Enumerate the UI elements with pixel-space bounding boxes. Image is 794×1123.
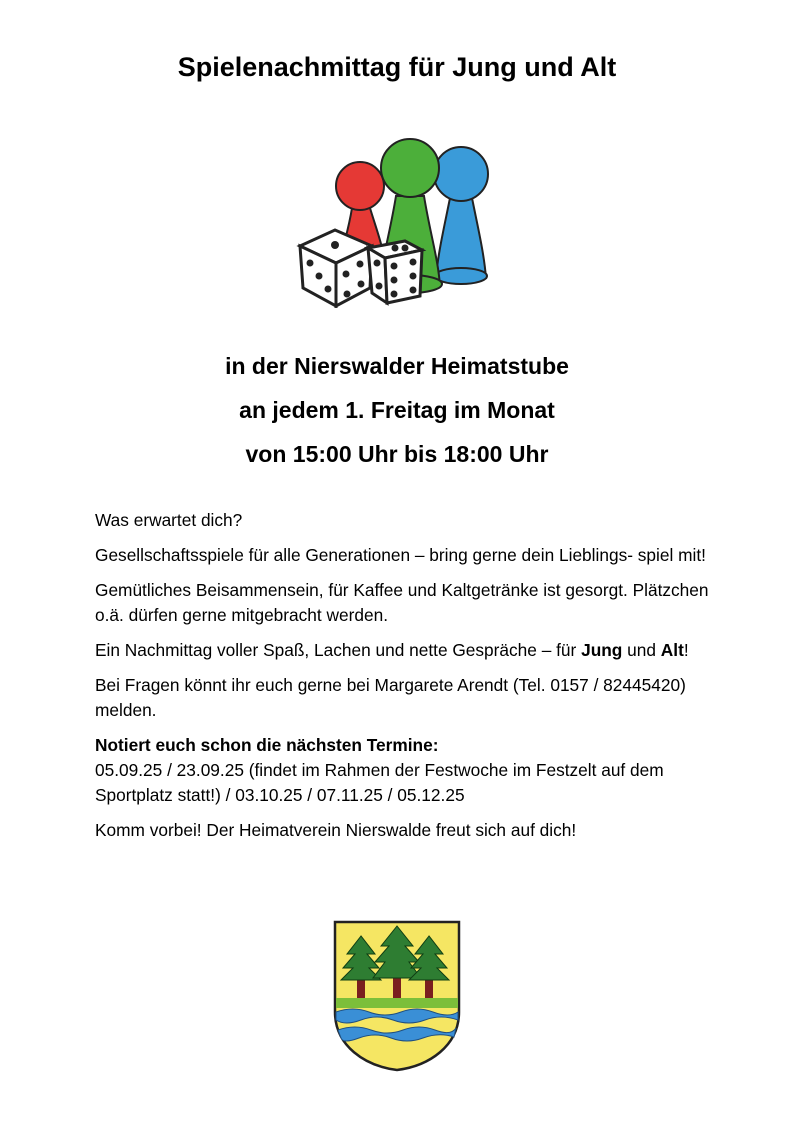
fun-bold-alt: Alt: [660, 640, 684, 660]
event-time: von 15:00 Uhr bis 18:00 Uhr: [245, 441, 549, 467]
blue-pawn-icon: [434, 147, 488, 284]
fun-paragraph: [95, 638, 720, 663]
fun-text-middle: und: [622, 640, 661, 660]
dates-heading: Notiert euch schon die nächsten Termine:: [95, 735, 439, 755]
poster-title: Spielenachmittag für Jung und Alt: [177, 52, 617, 82]
fun-text-end: !: [683, 640, 689, 660]
contact-paragraph: Bei Fragen könnt ihr euch gerne bei Margarete Arendt (Tel. 0157 / 82445420) melden.: [95, 675, 686, 720]
dates-paragraph: [95, 733, 720, 808]
games-paragraph: Gesellschaftsspiele für alle Generationen – bring gerne dein Lieblings- spiel mit!: [95, 545, 706, 565]
event-schedule: an jedem 1. Freitag im Monat: [239, 397, 555, 423]
togetherness-paragraph: Gemütliches Beisammensein, für Kaffee und Kaltgetränke ist gesorgt. Plätzchen o.ä. dürfen gerne mitgebracht werden.: [95, 580, 709, 625]
municipal-coat-of-arms: [333, 920, 461, 1072]
closing-paragraph: Komm vorbei! Der Heimatverein Nierswalde freut sich auf dich!: [95, 820, 577, 840]
fun-bold-jung: Jung: [581, 640, 623, 660]
dates-list: 05.09.25 / 23.09.25 (findet im Rahmen der Festwoche im Festzelt auf dem Sportplatz statt!) / 03.10.25 / 07.11.25 / 05.12.25: [95, 760, 664, 805]
fun-text: Ein Nachmittag voller Spaß, Lachen und nette Gespräche – für: [95, 640, 582, 660]
right-die-icon: [368, 241, 422, 303]
description-section: [95, 508, 720, 853]
game-pawns-and-dice-illustration: [290, 138, 510, 308]
left-die-icon: [300, 230, 372, 306]
event-location: in der Nierswalder Heimatstube: [225, 353, 569, 379]
intro-question: Was erwartet dich?: [95, 510, 243, 530]
